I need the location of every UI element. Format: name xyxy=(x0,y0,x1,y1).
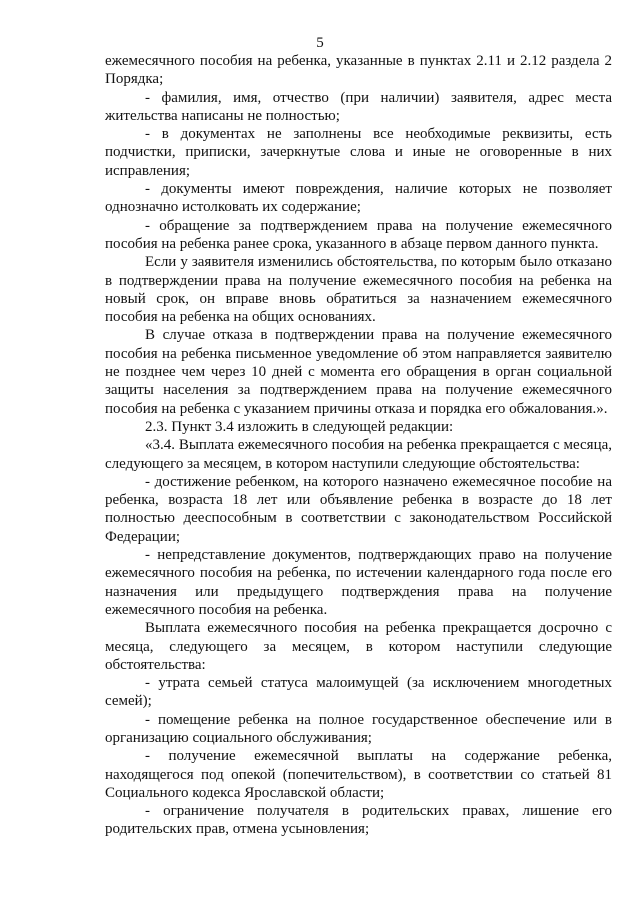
list-item: - получение ежемесячной выплаты на содержание ребенка, находящегося под опекой (попечительством), в соответствии со статьей 81 Социального кодекса Ярославской области; xyxy=(105,748,612,801)
list-item: - документы имеют повреждения, наличие которых не позволяет однозначно истолковать их содержание; xyxy=(105,181,612,216)
paragraph: Если у заявителя изменились обстоятельства, по которым было отказано в подтверждении права на получение ежемесячного пособия на ребенка на новый срок, он вправе вновь обратиться за назначением ежемесячного пособия на ребенка на общих основаниях. xyxy=(105,254,612,326)
paragraph: Выплата ежемесячного пособия на ребенка прекращается досрочно с месяца, следующего за месяцем, в котором наступили следующие обстоятельства: xyxy=(105,620,612,673)
list-item: - непредставление документов, подтверждающих право на получение ежемесячного пособия на ребенка, по истечении календарного года после его назначения или предыдущего подтверждения права на получение ежемесячного пособия на ребенка. xyxy=(105,547,612,618)
document-body xyxy=(105,52,612,839)
list-item: - в документах не заполнены все необходимые реквизиты, есть подчистки, приписки, зачеркнутые слова и иные не оговоренные в них исправления; xyxy=(105,126,612,179)
list-item: - достижение ребенком, на которого назначено ежемесячное пособие на ребенка, возраста 18 лет или объявление ребенка в возрасте до 18 лет полностью дееспособным в соответствии с законодательством Российской Федерации; xyxy=(105,473,612,545)
paragraph: В случае отказа в подтверждении права на получение ежемесячного пособия на ребенка письменное уведомление об этом направляется заявителю не позднее чем через 10 дней с момента его обращения в орган социальной защиты населения за подтверждением права на получение ежемесячного пособия на ребенка с указанием причины отказа и порядка его обжалования.». xyxy=(105,327,612,417)
list-item: - утрата семьей статуса малоимущей (за исключением многодетных семей); xyxy=(105,675,612,710)
list-item: - фамилия, имя, отчество (при наличии) заявителя, адрес места жительства написаны не полностью; xyxy=(105,89,612,124)
list-item: - ограничение получателя в родительских правах, лишение его родительских прав, отмена усыновления; xyxy=(105,803,612,838)
list-item: - помещение ребенка на полное государственное обеспечение или в организацию социального обслуживания; xyxy=(105,711,612,746)
list-item: - обращение за подтверждением права на получение ежемесячного пособия на ребенка ранее срока, указанного в абзаце первом данного пункта. xyxy=(105,217,612,252)
paragraph: ежемесячного пособия на ребенка, указанные в пунктах 2.11 и 2.12 раздела 2 Порядка; xyxy=(105,53,612,88)
section-item: 2.3. Пункт 3.4 изложить в следующей редакции: xyxy=(145,418,454,435)
page-number: 5 xyxy=(316,35,324,51)
paragraph: «3.4. Выплата ежемесячного пособия на ребенка прекращается с месяца, следующего за месяцем, в котором наступили следующие обстоятельства: xyxy=(105,437,612,472)
